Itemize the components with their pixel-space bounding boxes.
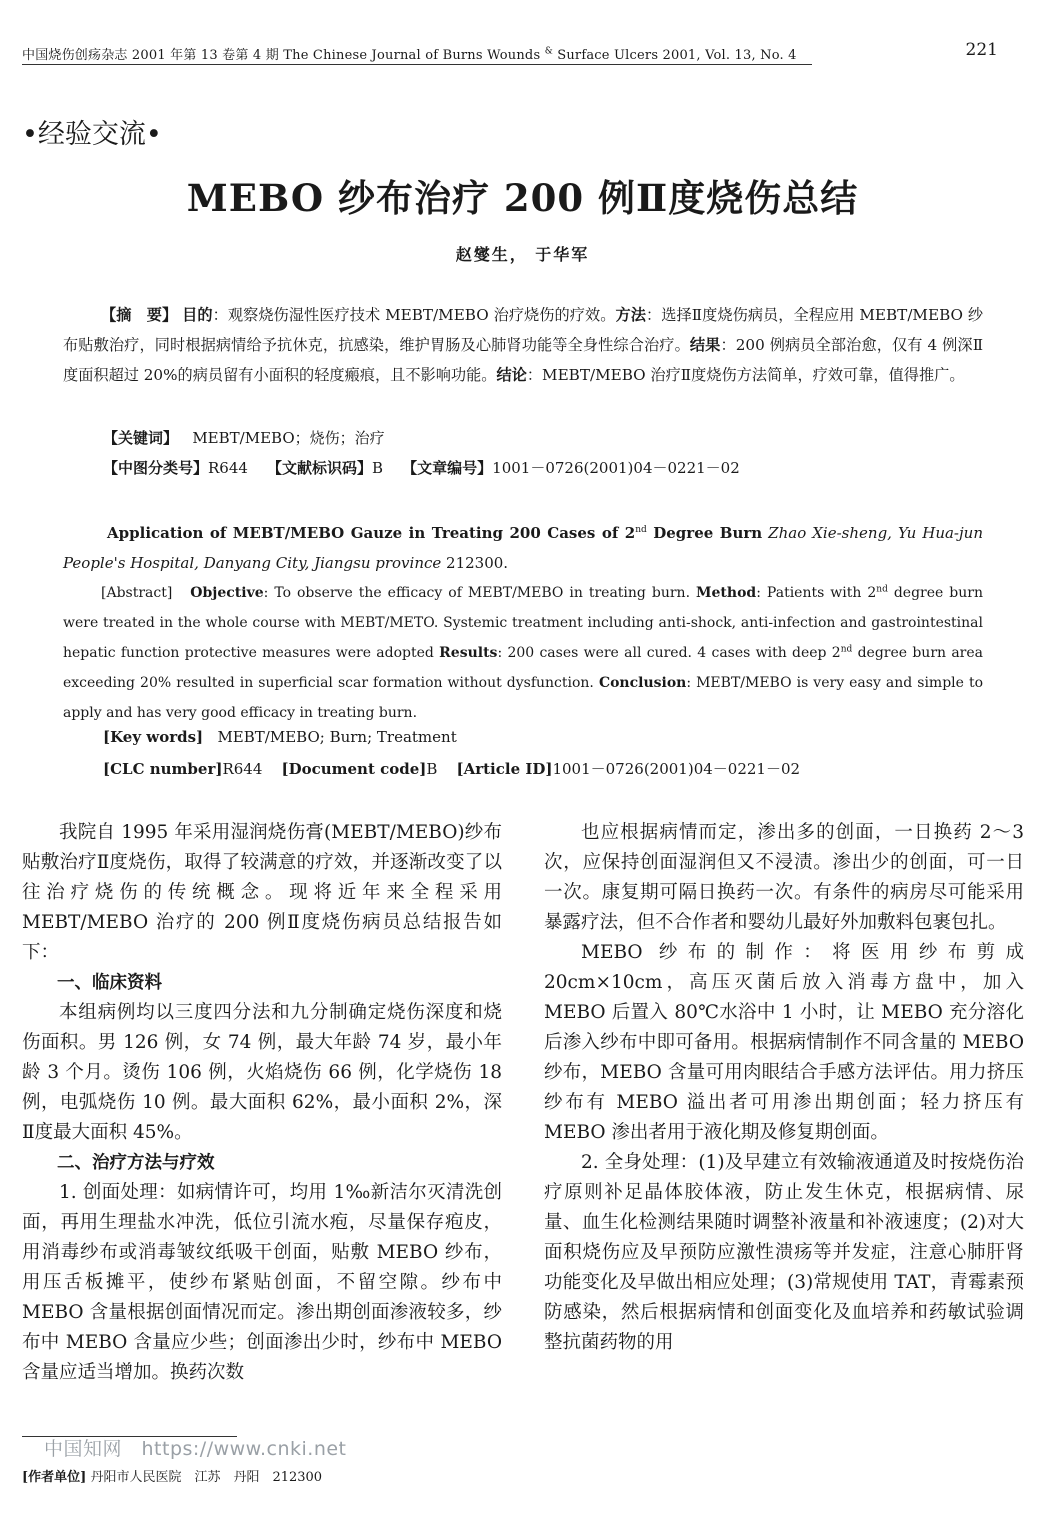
header-rule: [22, 64, 812, 65]
cn-conclusion-label: 结论: [496, 366, 527, 384]
en-clc-label: [CLC number]: [103, 760, 223, 778]
running-header: [22, 40, 1022, 68]
en-title-b: Degree Burn: [646, 524, 763, 542]
cn-doc-value: B: [372, 459, 384, 477]
cn-article-label: 【文章编号】: [402, 459, 493, 477]
en-results-text-a: : 200 cases were all cured. 4 cases with deep 2: [497, 645, 841, 661]
en-authors-affiliation: Zhao Xie-sheng, Yu Hua-jun People's Hospital, Danyang City, Jiangsu province: [63, 524, 983, 572]
page-number: 221: [965, 40, 998, 60]
cn-keywords: [103, 427, 385, 448]
dressing-change-paragraph: 也应根据病情而定，渗出多的创面，一日换药 2～3 次，应保持创面湿润但又不浸渍。渗出少的创面，可一日一次。康复期可隔日换药一次。有条件的病房尽可能采用暴露疗法，但不合作者和婴幼儿最好外加敷料包裹包扎。: [544, 822, 1024, 933]
en-results-sup: nd: [840, 644, 853, 655]
en-abstract: [63, 578, 983, 728]
journal-en-2: Surface Ulcers 2001, Vol. 13, No. 4: [557, 48, 797, 63]
cn-method-text: ：选择Ⅱ度烧伤病员，全程应用 MEBT/MEBO 纱布贴敷治疗，同时根据病情给予抗休克，抗感染，维护胃肠及心肺肾功能等全身性综合治疗。: [63, 306, 984, 354]
intro-paragraph: 我院自 1995 年采用湿润烧伤膏(MEBT/MEBO)纱布贴敷治疗Ⅱ度烧伤，取得了较满意的疗效，并逐渐改变了以往治疗烧伤的传统概念。现将近年来全程采用 MEBT/MEBO 治疗的 200 例Ⅱ度烧伤病员总结报告如下：: [22, 822, 502, 963]
body-right-column: [544, 818, 1024, 1358]
footnote-label: [作者单位]: [22, 1470, 87, 1485]
section-2-heading: 二、治疗方法与疗效: [57, 1153, 215, 1173]
en-method-text-a: : Patients with 2: [756, 585, 877, 601]
en-results-text-b: degree burn area exceeding 20% resulted in superficial scar formation without dysfunction.: [63, 645, 983, 691]
en-results-label: Results: [439, 645, 498, 661]
en-doc-label: [Document code]: [281, 760, 427, 778]
cn-keywords-label: 【关键词】: [103, 429, 179, 447]
journal-en: The Chinese Journal of Burns Wounds: [283, 48, 541, 63]
en-conclusion-label: Conclusion: [598, 675, 687, 691]
en-title-block: [63, 518, 983, 578]
cn-objective-label: 目的: [182, 306, 213, 324]
journal-amp: &: [544, 46, 553, 57]
cn-results-label: 结果: [689, 336, 721, 354]
gauze-preparation-paragraph: MEBO 纱布的制作：将医用纱布剪成 20cm×10cm，高压灭菌后放入消毒方盘中，加入 MEBO 后置入 80℃水浴中 1 小时，让 MEBO 充分溶化后渗入纱布中即可备用。根据病情制作不同含量的 MEBO 纱布，MEBO 含量可用肉眼结合手感方法评估。用力挤压纱布有 MEBO 溢出者可用渗出期创面；轻力挤压有 MEBO 渗出者用于液化期及修复期创面。: [544, 942, 1024, 1143]
cn-clc-value: R644: [208, 459, 248, 477]
cn-abstract: [63, 300, 983, 390]
en-title-a: Application of MEBT/MEBO Gauze in Treating 200 Cases of 2: [107, 524, 636, 542]
journal-cn: 中国烧伤创疡杂志 2001 年第 13 卷第 4 期: [22, 48, 279, 63]
cnki-watermark: 中国知网 https://www.cnki.net: [44, 1438, 347, 1460]
cn-method-label: 方法: [615, 306, 646, 324]
authors: 赵燮生， 于华军: [455, 245, 590, 264]
author-affiliation-footnote: [22, 1466, 322, 1485]
cn-keywords-text: MEBT/MEBO；烧伤；治疗: [192, 429, 385, 447]
en-abstract-label: [Abstract]: [101, 585, 173, 601]
body-left-column: [22, 818, 502, 1388]
en-objective-label: Objective: [190, 585, 264, 601]
systemic-treatment-paragraph: 2. 全身处理：(1)及早建立有效输液通道及时按烧伤治疗原则补足晶体胶体液，防止发生休克，根据病情、尿量、血生化检测结果随时调整补液量和补液速度；(2)对大面积烧伤应及早预防应激性溃疡等并发症，注意心肺肝肾功能变化及早做出相应处理；(3)常规使用 TAT，青霉素预防感染，然后根据病情和创面变化及血培养和药敏试验调整抗菌药物的用: [544, 1152, 1024, 1353]
en-title-sup: nd: [635, 525, 647, 535]
en-method-text-b: degree burn were treated in the whole course with MEBT/METO. Systemic treatment including anti-shock, anti-infection and gastrointestinal hepatic function protective measures were adopted: [63, 585, 983, 661]
en-keywords: [103, 728, 457, 746]
cn-objective-text: ：观察烧伤湿性医疗技术 MEBT/MEBO 治疗烧伤的疗效。: [212, 306, 616, 324]
en-keywords-label: [Key words]: [103, 728, 204, 746]
section-1-paragraph: 本组病例均以三度四分法和九分制确定烧伤深度和烧伤面积。男 126 例，女 74 例，最大年龄 74 岁，最小年龄 3 个月。烫伤 106 例，火焰烧伤 66 例，化学烧伤 18 例，电弧烧伤 10 例。最大面积 62%，最小面积 2%，深Ⅱ度最大面积 45%。: [22, 1002, 502, 1143]
cn-doc-label: 【文献标识码】: [267, 459, 373, 477]
en-method-label: Method: [696, 585, 757, 601]
section-1-heading: 一、临床资料: [57, 973, 162, 993]
en-keywords-text: MEBT/MEBO; Burn; Treatment: [217, 728, 457, 746]
cn-abstract-label: 【摘 要】: [101, 306, 178, 324]
en-doc-value: B: [426, 760, 438, 778]
cn-clc-label: 【中图分类号】: [103, 459, 209, 477]
column-tag: •经验交流•: [22, 119, 162, 150]
en-conclusion-text: : MEBT/MEBO is very easy and simple to apply and has very good efficacy in treating burn.: [63, 675, 984, 721]
article-title: MEBO 纱布治疗 200 例Ⅱ度烧伤总结: [186, 176, 859, 220]
cn-classification: [103, 457, 740, 478]
en-article-label: [Article ID]: [456, 760, 553, 778]
en-method-sup: nd: [876, 584, 888, 595]
en-objective-text: : To observe the efficacy of MEBT/MEBO in treating burn.: [263, 585, 691, 601]
cn-results-text: ：200 例病员全部治愈，仅有 4 例深Ⅱ度面积超过 20%的病员留有小面积的轻度瘢痕，且不影响功能。: [63, 336, 984, 384]
en-clc-value: R644: [222, 760, 263, 778]
section-2-paragraph: 1. 创面处理：如病情许可，均用 1‰新洁尔灭清洗创面，再用生理盐水冲洗，低位引流水疱，尽量保存疱皮，用消毒纱布或消毒皱纹纸吸干创面，贴敷 MEBO 纱布，用压舌板摊平，使纱布紧贴创面，不留空隙。纱布中 MEBO 含量根据创面情况而定。渗出期创面渗液较多，纱布中 MEBO 含量应少些；创面渗出少时，纱布中 MEBO 含量应适当增加。换药次数: [22, 1182, 502, 1383]
cn-article-value: 1001－0726(2001)04－0221－02: [492, 459, 740, 477]
en-postcode: 212300.: [441, 554, 509, 572]
en-article-value: 1001－0726(2001)04－0221－02: [552, 760, 801, 778]
cn-conclusion-text: ：MEBT/MEBO 治疗Ⅱ度烧伤方法简单，疗效可靠，值得推广。: [526, 366, 965, 384]
journal-citation: [22, 44, 797, 63]
en-classification: [103, 758, 800, 779]
footnote-text: 丹阳市人民医院 江苏 丹阳 212300: [86, 1470, 323, 1485]
